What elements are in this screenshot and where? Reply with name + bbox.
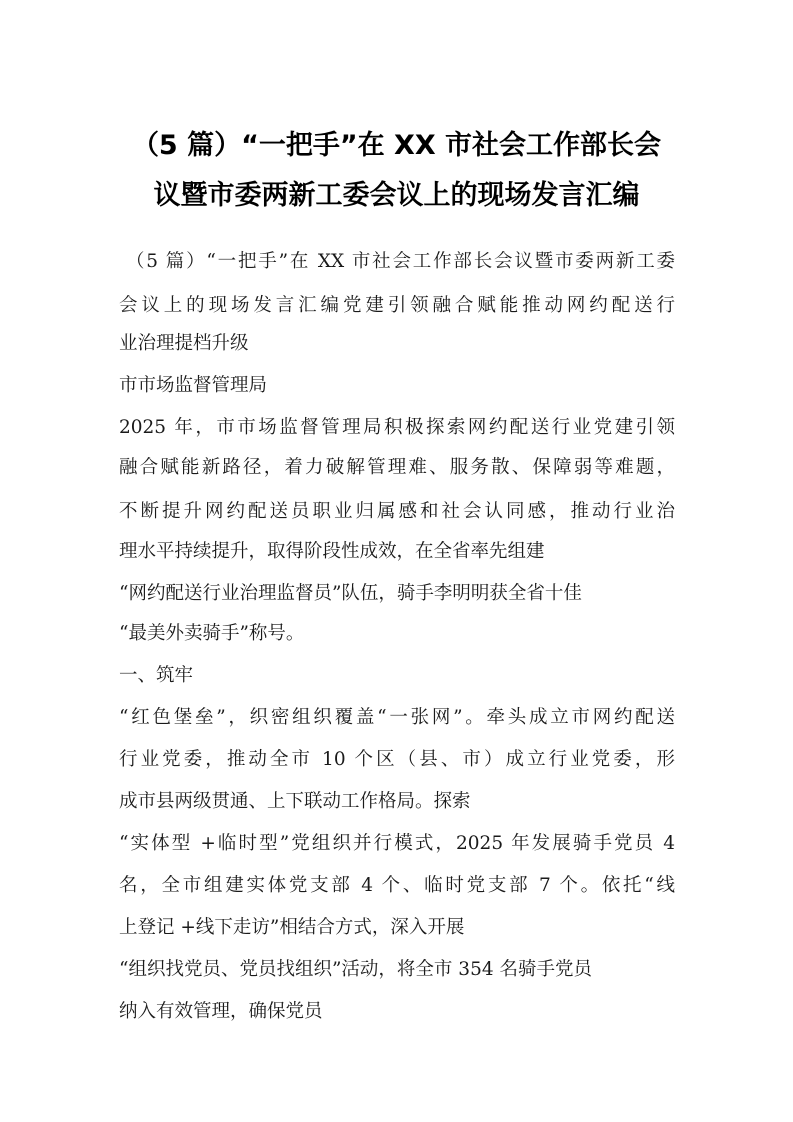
body-line: “红色堡垒”，织密组织覆盖“一张网”。牵头成立市网约配送 (119, 707, 675, 728)
body-line: “网约配送行业治理监督员”队伍，骑手李明明获全省十佳 (119, 583, 582, 604)
body-line: “实体型 +临时型”党组织并行模式，2025 年发展骑手党员 4 (119, 833, 675, 854)
body-line: 一、筑牢 (119, 665, 194, 686)
body-line: 业治理提档升级 (119, 333, 249, 354)
body-line: 名，全市组建实体党支部 4 个、临时党支部 7 个。依托“线 (119, 875, 675, 896)
body-line: 成市县两级贯通、上下联动工作格局。探索 (119, 791, 471, 812)
body-line: 上登记 +线下走访”相结合方式，深入开展 (119, 917, 465, 938)
body-line: 会议上的现场发言汇编党建引领融合赋能推动网约配送行 (119, 295, 675, 316)
body-line: 行业党委，推动全市 10 个区（县、市）成立行业党委，形 (119, 749, 675, 770)
body-line: 纳入有效管理，确保党员 (119, 1001, 323, 1022)
body-line: （5 篇）“一把手”在 XX 市社会工作部长会议暨市委两新工委 (126, 251, 675, 272)
document-title-line-1: （5 篇）“一把手”在 XX 市社会工作部长会 (131, 130, 662, 161)
document-title-line-2: 议暨市委两新工委会议上的现场发言汇编 (153, 180, 640, 211)
body-line: “最美外卖骑手”称号。 (119, 623, 305, 644)
body-line: 不断提升网约配送员职业归属感和社会认同感，推动行业治 (119, 501, 675, 522)
body-line: “组织找党员、党员找组织”活动，将全市 354 名骑手党员 (119, 959, 592, 980)
body-line: 市市场监督管理局 (119, 375, 268, 396)
body-line: 理水平持续提升，取得阶段性成效，在全省率先组建 (119, 541, 545, 562)
body-line: 融合赋能新路径，着力破解管理难、服务散、保障弱等难题， (119, 457, 675, 478)
body-line: 2025 年，市市场监督管理局积极探索网约配送行业党建引领 (119, 417, 675, 438)
